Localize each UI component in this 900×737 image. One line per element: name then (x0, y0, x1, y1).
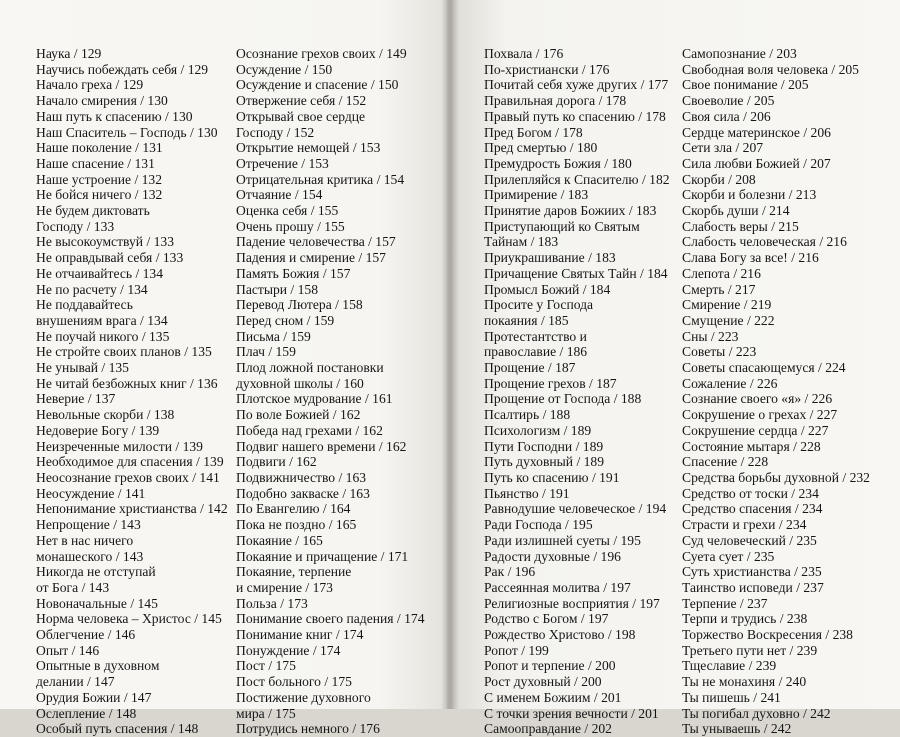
index-entry: Польза / 173 (236, 595, 308, 611)
index-entry: Неосознание грехов своих / 141 (36, 469, 220, 485)
index-entry: Ты погибал духовно / 242 (682, 705, 831, 721)
index-entry: Осуждение / 150 (236, 61, 333, 77)
index-column (236, 46, 425, 737)
index-entry: Наш путь к спасению / 130 (36, 108, 193, 124)
book-gutter (441, 0, 459, 709)
index-entry: Ослепление / 148 (36, 705, 137, 721)
index-entry: Пред Богом / 178 (484, 124, 583, 140)
index-entry: Облегчение / 146 (36, 627, 136, 643)
index-entry: и смирение / 173 (236, 579, 333, 595)
index-entry: Память Божия / 157 (236, 265, 351, 281)
index-entry: Не поучай никого / 135 (36, 328, 170, 344)
index-entry: Покаяние, терпение (236, 564, 352, 580)
index-entry: Необходимое для спасения / 139 (36, 454, 224, 470)
index-entry: По-христиански / 176 (484, 61, 610, 77)
index-entry: Не поддавайтесь (36, 297, 133, 313)
index-entry: Подвиги / 162 (236, 454, 317, 470)
index-entry: По Евангелию / 164 (236, 501, 351, 517)
index-entry: Пост больного / 175 (236, 674, 352, 690)
index-entry: Причащение Святых Тайн / 184 (484, 265, 668, 281)
index-entry: Торжество Воскресения / 238 (682, 627, 853, 643)
index-entry: Падение человечества / 157 (236, 234, 396, 250)
index-entry: Недоверие Богу / 139 (36, 422, 160, 438)
index-entry: Тщеславие / 239 (682, 658, 777, 674)
index-entry: Ради Господа / 195 (484, 517, 593, 533)
index-entry: Сознание своего «я» / 226 (682, 391, 833, 407)
index-entry: покаяния / 185 (484, 312, 569, 328)
index-entry: Таинство исповеди / 237 (682, 579, 824, 595)
index-entry: Спасение / 228 (682, 454, 769, 470)
index-entry: Опытные в духовном (36, 658, 160, 674)
index-entry: Скорбь души / 214 (682, 203, 790, 219)
index-entry: Путь духовный / 189 (484, 454, 605, 470)
index-entry: Смущение / 222 (682, 312, 775, 328)
index-entry: Пьянство / 191 (484, 485, 570, 501)
index-entry: Подвижничество / 163 (236, 469, 367, 485)
index-entry: Плотское мудрование / 161 (236, 391, 393, 407)
index-entry: Сердце материнское / 206 (682, 124, 831, 140)
index-entry: Почитай себя хуже других / 177 (484, 77, 669, 93)
index-entry: Плод ложной постановки (236, 360, 384, 376)
index-entry: Покаяние и причащение / 171 (236, 548, 409, 564)
index-entry: Премудрость Божия / 180 (484, 155, 632, 171)
index-entry: Приукрашивание / 183 (484, 250, 616, 266)
index-entry: Понуждение / 174 (236, 642, 341, 658)
index-entry: Пред смертью / 180 (484, 140, 598, 156)
index-entry: Слава Богу за все! / 216 (682, 250, 819, 266)
index-entry: Особый путь спасения / 148 (36, 721, 199, 737)
index-entry: Наше поколение / 131 (36, 140, 163, 156)
index-entry: Письма / 159 (236, 328, 311, 344)
index-entry: Понимание книг / 174 (236, 627, 364, 643)
index-entry: Псалтирь / 188 (484, 407, 571, 423)
index-entry: Протестантство и (484, 328, 587, 344)
index-entry: Осуждение и спасение / 150 (236, 77, 399, 93)
index-entry: Сожаление / 226 (682, 375, 778, 391)
index-entry: Не стройте своих планов / 135 (36, 344, 212, 360)
index-entry: Неосуждение / 141 (36, 485, 146, 501)
right-page (453, 0, 900, 737)
index-entry: Своеволие / 205 (682, 93, 775, 109)
index-entry: Ради излишней суеты / 195 (484, 532, 641, 548)
index-entry: Непонимание христианства / 142 (36, 501, 228, 517)
index-entry: Скорби и болезни / 213 (682, 187, 817, 203)
index-entry: Суд человеческий / 235 (682, 532, 817, 548)
index-entry: Терпи и трудись / 238 (682, 611, 808, 627)
index-entry: Рост духовный / 200 (484, 674, 602, 690)
index-entry: Свободная воля человека / 205 (682, 61, 859, 77)
index-entry: Слепота / 216 (682, 265, 761, 281)
index-entry: монашеского / 143 (36, 548, 144, 564)
index-entry: Не унывай / 135 (36, 360, 129, 376)
index-entry: Начало смирения / 130 (36, 93, 168, 109)
index-entry: Перевод Лютера / 158 (236, 297, 363, 313)
index-entry: Наш Спаситель – Господь / 130 (36, 124, 218, 140)
index-entry: Прощение / 187 (484, 360, 576, 376)
index-entry: Самооправдание / 202 (484, 721, 612, 737)
index-entry: Советы спасающемуся / 224 (682, 360, 846, 376)
index-entry: Отрицательная критика / 154 (236, 171, 405, 187)
index-entry: Научись побеждать себя / 129 (36, 61, 209, 77)
index-entry: Не будем диктовать (36, 203, 150, 219)
index-entry: Наука / 129 (36, 46, 102, 61)
index-entry: Не по расчету / 134 (36, 281, 148, 297)
index-entry: Смирение / 219 (682, 297, 772, 313)
index-entry: Не читай безбожных книг / 136 (36, 375, 218, 391)
index-entry: внушениям врага / 134 (36, 312, 168, 328)
index-entry: Суета сует / 235 (682, 548, 775, 564)
index-entry: Религиозные восприятия / 197 (484, 595, 660, 611)
index-entry: Пастыри / 158 (236, 281, 318, 297)
index-entry: Путь ко спасению / 191 (484, 469, 620, 485)
index-entry: Не высокоумствуй / 133 (36, 234, 175, 250)
index-entry: По воле Божией / 162 (236, 407, 361, 423)
index-entry: Оценка себя / 155 (236, 203, 339, 219)
index-entry: делании / 147 (36, 674, 115, 690)
index-entry: Никогда не отступай (36, 564, 156, 580)
index-entry: Сокрушение о грехах / 227 (682, 407, 838, 423)
index-entry: Средство от тоски / 234 (682, 485, 819, 501)
index-column (682, 46, 870, 737)
index-entry: Страсти и грехи / 234 (682, 517, 807, 533)
index-entry: Отречение / 153 (236, 155, 329, 171)
index-entry: Смерть / 217 (682, 281, 756, 297)
index-entry: Слабость веры / 215 (682, 218, 799, 234)
index-entry: Рак / 196 (484, 564, 536, 580)
index-entry: Подобно закваске / 163 (236, 485, 370, 501)
index-entry: Не бойся ничего / 132 (36, 187, 163, 203)
index-entry: Радости духовные / 196 (484, 548, 621, 564)
index-entry: Средства борьбы духовной / 232 (682, 469, 870, 485)
index-column (484, 46, 670, 737)
index-entry: Норма человека – Христос / 145 (36, 611, 222, 627)
index-entry: Отвержение себя / 152 (236, 93, 367, 109)
index-entry: Рассеянная молитва / 197 (484, 579, 631, 595)
index-entry: Тайнам / 183 (484, 234, 559, 250)
index-entry: Похвала / 176 (484, 46, 564, 61)
index-entry: Плач / 159 (236, 344, 296, 360)
index-entry: мира / 175 (236, 705, 296, 721)
index-entry: Советы / 223 (682, 344, 757, 360)
index-entry: Просите у Господа (484, 297, 594, 313)
index-entry: Победа над грехами / 162 (236, 422, 383, 438)
index-entry: Непрощение / 143 (36, 517, 141, 533)
index-entry: Правильная дорога / 178 (484, 93, 627, 109)
index-entry: Слабость человеческая / 216 (682, 234, 847, 250)
index-entry: Открытие немощей / 153 (236, 140, 381, 156)
index-entry: С именем Божиим / 201 (484, 689, 622, 705)
index-entry: Скорби / 208 (682, 171, 756, 187)
index-entry: Состояние мытаря / 228 (682, 438, 821, 454)
index-entry: Не оправдывай себя / 133 (36, 250, 184, 266)
index-entry: Потрудись немного / 176 (236, 721, 380, 737)
index-entry: Терпение / 237 (682, 595, 768, 611)
index-entry: Суть христианства / 235 (682, 564, 822, 580)
index-entry: Господу / 133 (36, 218, 115, 234)
index-entry: Сила любви Божией / 207 (682, 155, 831, 171)
index-entry: Своя сила / 206 (682, 108, 771, 124)
index-entry: Приступающий ко Святым (484, 218, 640, 234)
index-entry: Осознание грехов своих / 149 (236, 46, 407, 61)
index-entry: Сокрушение сердца / 227 (682, 422, 829, 438)
index-entry: Прощение грехов / 187 (484, 375, 617, 391)
index-entry: Перед сном / 159 (236, 312, 335, 328)
index-entry: Очень прошу / 155 (236, 218, 345, 234)
index-entry: Примирение / 183 (484, 187, 589, 203)
index-entry: Подвиг нашего времени / 162 (236, 438, 407, 454)
index-entry: Средство спасения / 234 (682, 501, 823, 517)
index-entry: Пост / 175 (236, 658, 296, 674)
index-entry: Ропот / 199 (484, 642, 549, 658)
index-entry: Новоначальные / 145 (36, 595, 158, 611)
index-entry: Сети зла / 207 (682, 140, 764, 156)
index-entry: Покаяние / 165 (236, 532, 323, 548)
index-entry: Прощение от Господа / 188 (484, 391, 642, 407)
index-entry: Прилепляйся к Спасителю / 182 (484, 171, 670, 187)
index-entry: Опыт / 146 (36, 642, 100, 658)
index-entry: Начало греха / 129 (36, 77, 144, 93)
index-entry: Открывай свое сердце (236, 108, 366, 124)
index-entry: Понимание своего падения / 174 (236, 611, 425, 627)
index-column (36, 46, 228, 737)
index-entry: Психологизм / 189 (484, 422, 592, 438)
index-entry: православие / 186 (484, 344, 588, 360)
index-entry: Третьего пути нет / 239 (682, 642, 818, 658)
index-entry: С точки зрения вечности / 201 (484, 705, 659, 721)
index-entry: Самопознание / 203 (682, 46, 797, 61)
index-entry: Принятие даров Божиих / 183 (484, 203, 657, 219)
index-entry: Господу / 152 (236, 124, 315, 140)
index-entry: Невольные скорби / 138 (36, 407, 175, 423)
index-entry: Не отчаивайтесь / 134 (36, 265, 164, 281)
index-entry: Падения и смирение / 157 (236, 250, 386, 266)
index-entry: Орудия Божии / 147 (36, 689, 152, 705)
index-entry: Ты унываешь / 242 (682, 721, 792, 737)
index-entry: Ты не монахиня / 240 (682, 674, 807, 690)
index-entry: Неверие / 137 (36, 391, 116, 407)
index-entry: Ты пишешь / 241 (682, 689, 781, 705)
index-entry: Отчаяние / 154 (236, 187, 323, 203)
index-entry: Равнодушие человеческое / 194 (484, 501, 667, 517)
index-entry: Наше спасение / 131 (36, 155, 155, 171)
left-page (0, 0, 447, 737)
index-entry: Неизреченные милости / 139 (36, 438, 203, 454)
index-entry: Рождество Христово / 198 (484, 627, 636, 643)
index-entry: Правый путь ко спасению / 178 (484, 108, 666, 124)
index-entry: Свое понимание / 205 (682, 77, 809, 93)
index-entry: духовной школы / 160 (236, 375, 364, 391)
index-entry: Родство с Богом / 197 (484, 611, 609, 627)
index-entry: Ропот и терпение / 200 (484, 658, 616, 674)
index-entry: Промысл Божий / 184 (484, 281, 611, 297)
index-entry: Пока не поздно / 165 (236, 517, 357, 533)
index-entry: Постижение духовного (236, 689, 371, 705)
index-entry: Сны / 223 (682, 328, 739, 344)
index-entry: Пути Господни / 189 (484, 438, 604, 454)
index-entry: от Бога / 143 (36, 579, 110, 595)
index-entry: Нет в нас ничего (36, 532, 134, 548)
index-entry: Наше устроение / 132 (36, 171, 163, 187)
